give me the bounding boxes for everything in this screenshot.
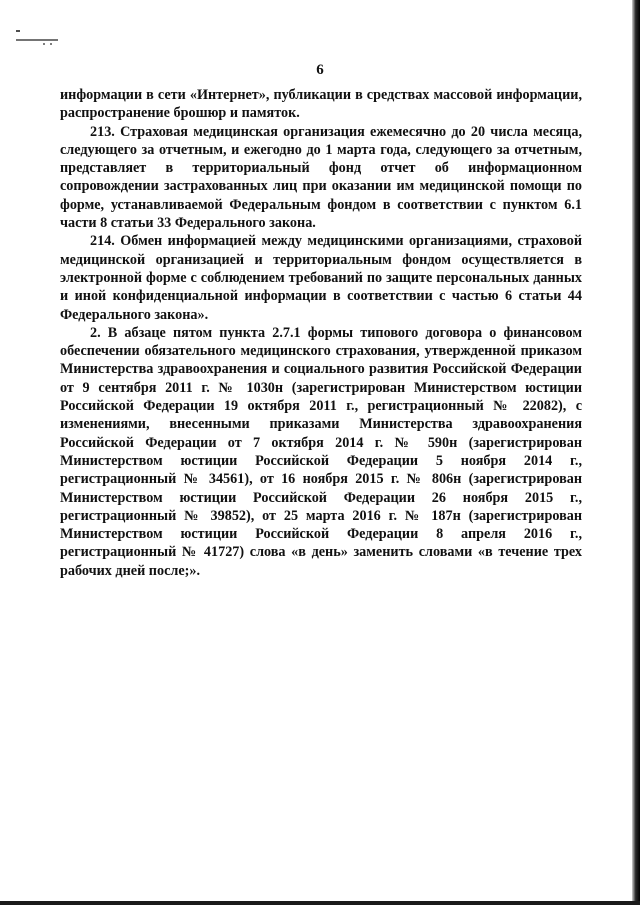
paragraph-213: 213. Страховая медицинская организация ежемесячно до 20 числа месяца, следующего за отчетным, и ежегодно до 1 марта года, следующего за отчетным, представляет в территориальный фонд отчет об информационном сопровождении застрахованных лиц при оказании им медицинской помощи по форме, устанавливаемой Федеральным фондом в соответствии с пунктом 6.1 части 8 статьи 33 Федерального закона. — [60, 123, 582, 232]
paragraph-item-2: 2. В абзаце пятом пункта 2.7.1 формы типового договора о финансовом обеспечении обязательного медицинского страхования, утвержденной приказом Министерства здравоохранения и социального развития Российской Федерации от 9 сентября 2011 г. № 1030н (зарегистрирован Министерством юстиции Российской Федерации 19 октября 2011 г., регистрационный № 22082), с изменениями, внесенными приказами Министерства здравоохранения Российской Федерации от 7 октября 2014 г. № 590н (зарегистрирован Министерством юстиции Российской Федерации 5 ноября 2014 г., регистрационный № 34561), от 16 ноября 2015 г. № 806н (зарегистрирован Министерством юстиции Российской Федерации 26 ноября 2015 г., регистрационный № 39852), от 25 марта 2016 г. № 187н (зарегистрирован Министерством юстиции Российской Федерации 8 апреля 2016 г., регистрационный № 41727) слова «в день» заменить словами «в течение трех рабочих дней после;». — [60, 324, 582, 579]
document-body — [60, 86, 582, 580]
scan-artifact-mark — [14, 28, 64, 46]
paragraph-214: 214. Обмен информацией между медицинскими организациями, страховой медицинской организацией и территориальным фондом осуществляется в электронной форме с соблюдением требований по защите персональных данных и иной конфиденциальной информации в соответствии с частью 6 статьи 44 Федерального закона». — [60, 233, 582, 323]
scan-edge-right — [632, 0, 640, 905]
paragraph-continuation: информации в сети «Интернет», публикации в средствах массовой информации, распространение брошюр и памяток. — [60, 87, 582, 122]
scan-edge-bottom — [0, 901, 640, 905]
page-number: 6 — [316, 62, 324, 78]
